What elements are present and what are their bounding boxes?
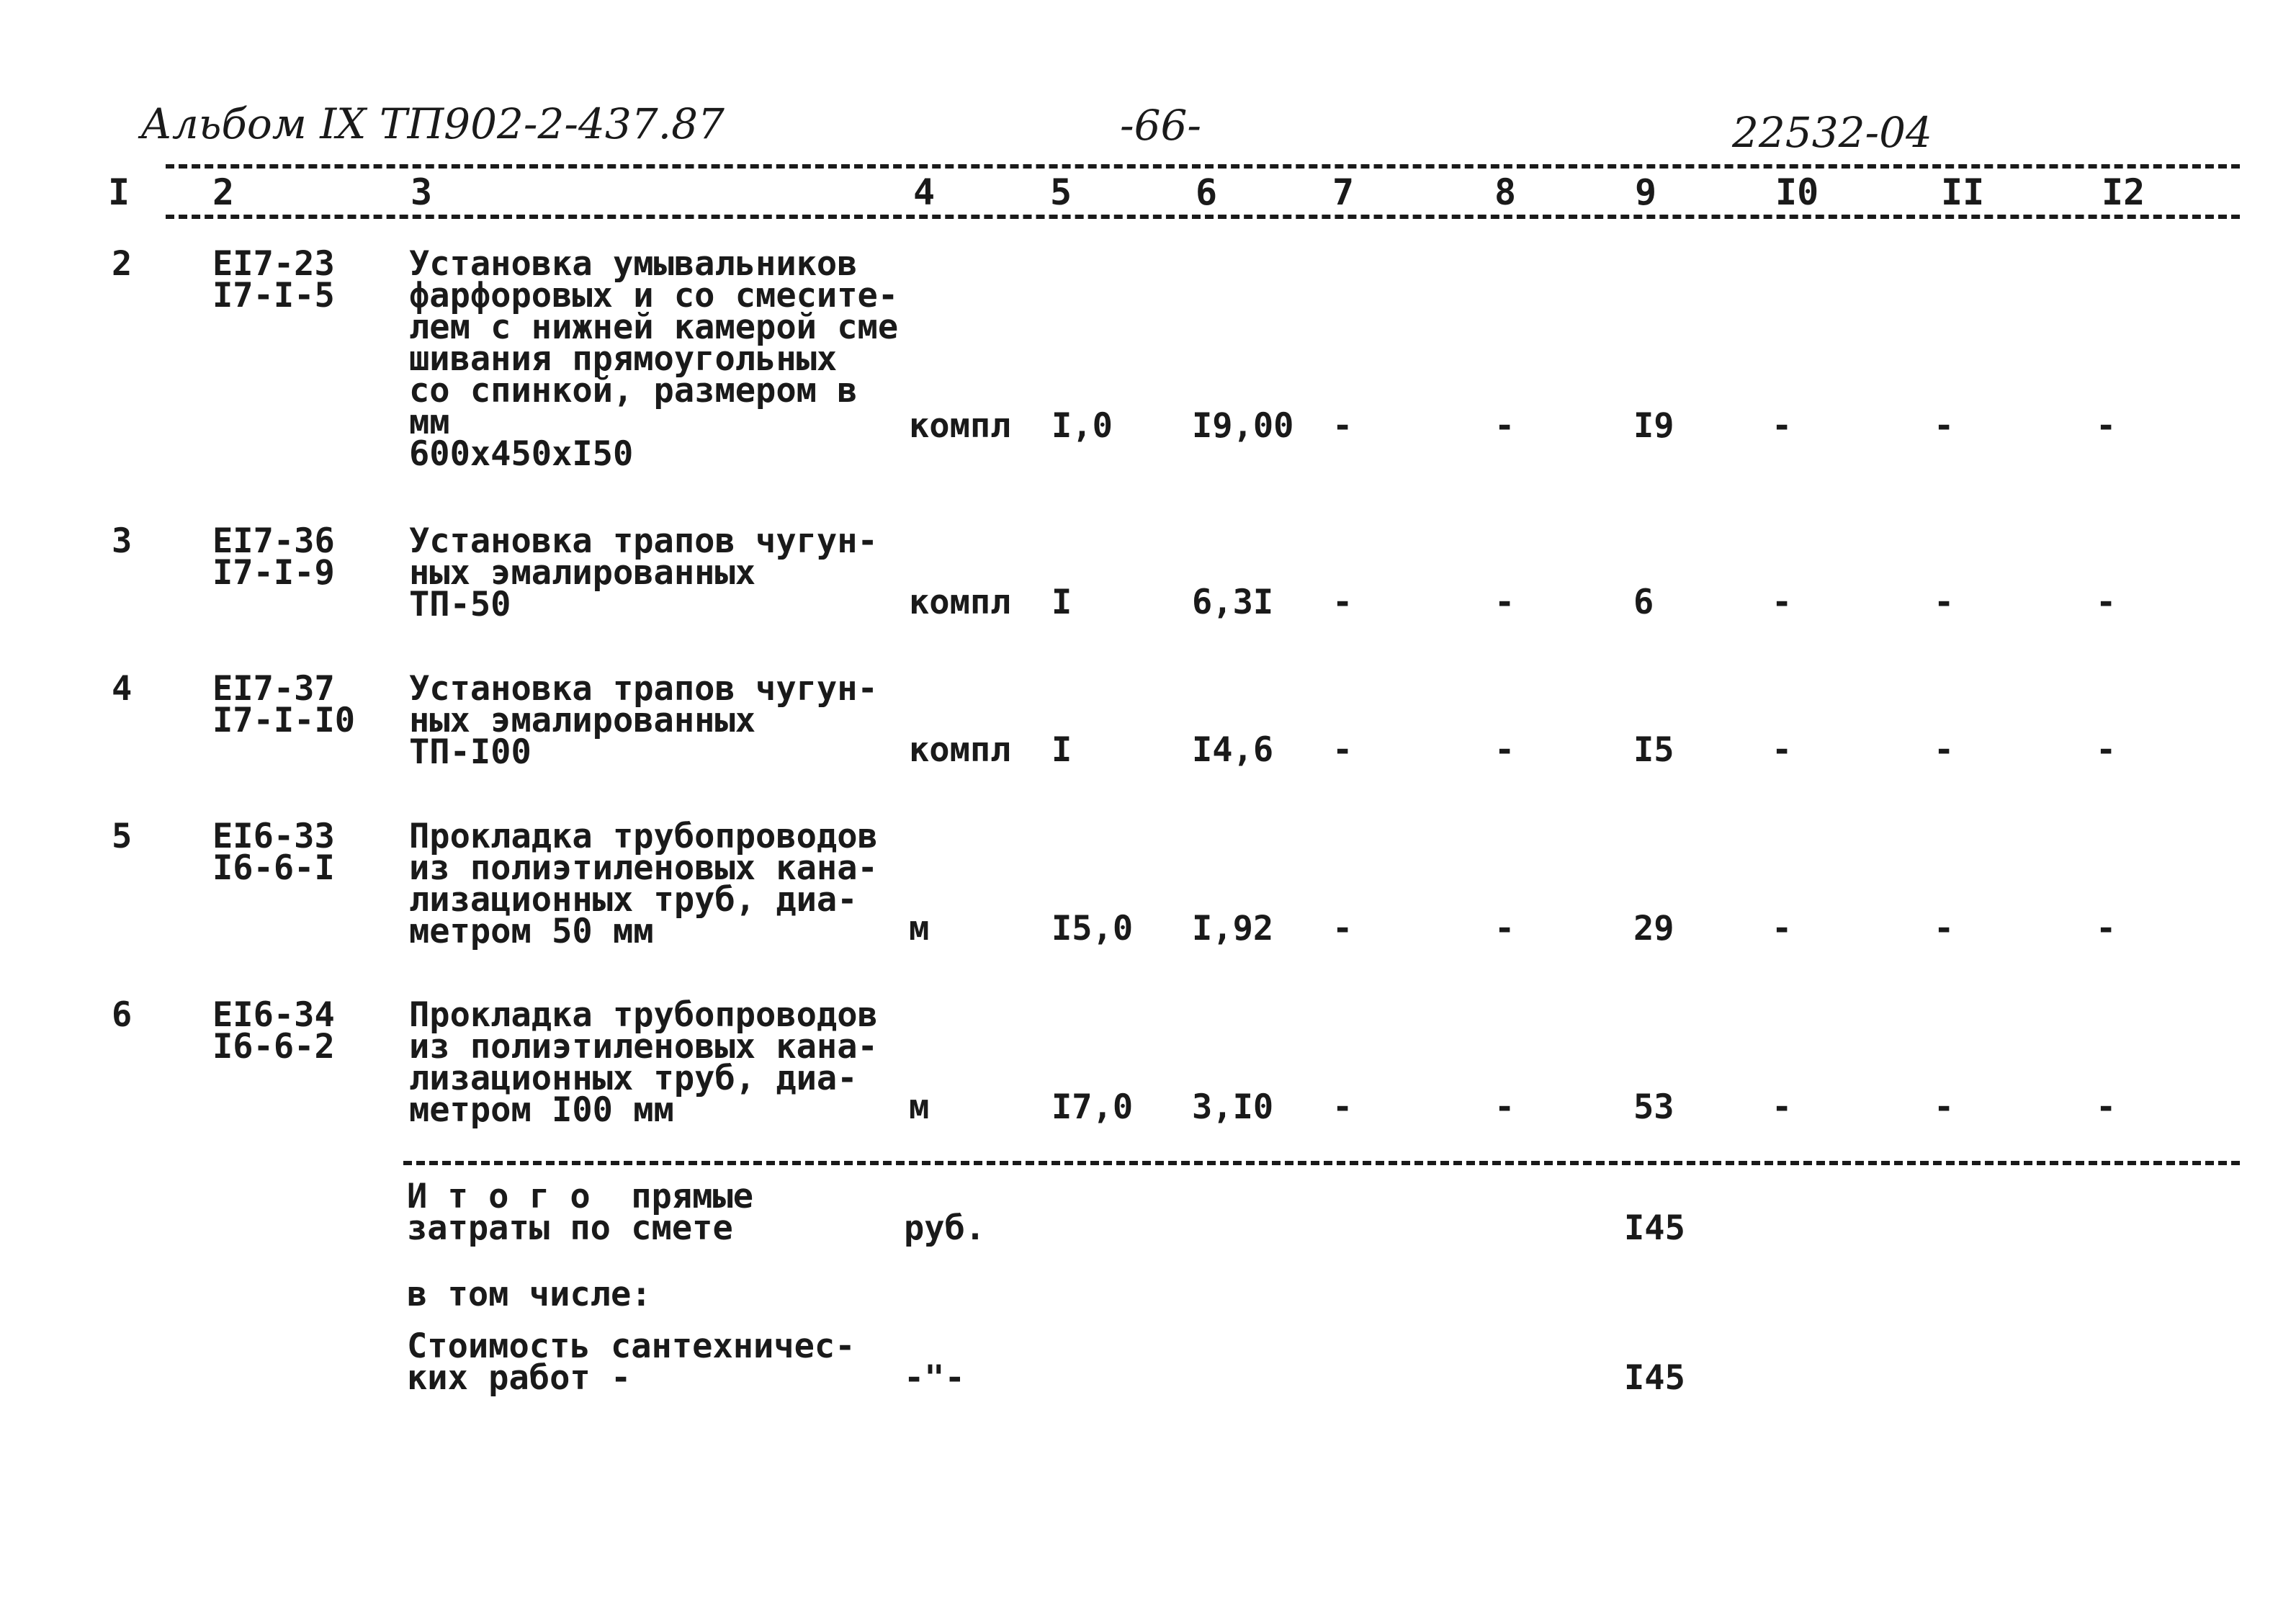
row-unit: м (909, 1087, 930, 1127)
col-number-12: I2 (2102, 171, 2145, 213)
row-description: Установка умывальников фарфоровых и со смесите- лем с нижней камерой сме шивания прямоугольных со спинкой, размером в мм 600x450xI50 (409, 244, 899, 474)
row-col-11: - (1934, 909, 1955, 948)
row-total: 53 (1633, 1087, 1674, 1127)
col-number-7: 7 (1332, 171, 1355, 213)
row-code-main: EI6-33 (212, 817, 335, 856)
row-col-10: - (1772, 730, 1793, 770)
row-number: 3 (112, 521, 133, 561)
col-number-4: 4 (913, 171, 936, 213)
row-col-7: - (1332, 730, 1353, 770)
row-col-10: - (1772, 909, 1793, 948)
col-number-5: 5 (1050, 171, 1072, 213)
col-number-10: I0 (1775, 171, 1819, 213)
subtotal-label-line1: Стоимость сантехничес- (407, 1327, 856, 1366)
subtotal-value: I45 (1624, 1358, 1685, 1398)
total-value: I45 (1624, 1208, 1685, 1248)
row-col-12: - (2096, 730, 2117, 770)
col-number-9: 9 (1635, 171, 1657, 213)
row-code-main: EI7-23 (212, 244, 335, 284)
including-label: в том числе: (407, 1275, 652, 1314)
row-unit: компл (909, 583, 1011, 622)
row-quantity: I7,0 (1051, 1087, 1134, 1127)
row-col-7: - (1332, 1087, 1353, 1127)
col-number-8: 8 (1494, 171, 1517, 213)
row-code-main: EI7-37 (212, 669, 335, 709)
row-description: Установка трапов чугун- ных эмалированных ТП-50 (409, 521, 878, 624)
row-total: 6 (1633, 583, 1654, 622)
row-total: I5 (1633, 730, 1674, 770)
row-quantity: I (1051, 730, 1072, 770)
row-unit-price: 3,I0 (1192, 1087, 1274, 1127)
row-unit: м (909, 909, 930, 948)
row-unit: компл (909, 730, 1011, 770)
total-unit: руб. (904, 1208, 986, 1248)
row-description: Прокладка трубопроводов из полиэтиленовых кана- лизационных труб, диа- метром 50 мм (409, 817, 878, 951)
document-number: 22532-04 (1732, 108, 1932, 157)
col-number-6: 6 (1196, 171, 1218, 213)
album-header: Альбом IX ТП902-2-437.87 (140, 99, 725, 148)
row-col-8: - (1494, 406, 1515, 446)
row-description: Прокладка трубопроводов из полиэтиленовых кана- лизационных труб, диа- метром I00 мм (409, 995, 878, 1130)
row-col-8: - (1494, 730, 1515, 770)
row-col-11: - (1934, 583, 1955, 622)
row-col-7: - (1332, 583, 1353, 622)
row-unit-price: I,92 (1192, 909, 1274, 948)
row-col-8: - (1494, 1087, 1515, 1127)
row-code-main: EI7-36 (212, 521, 335, 561)
row-number: 6 (112, 995, 133, 1035)
total-label-line1: И т о г о прямые (407, 1177, 754, 1216)
row-total: 29 (1633, 909, 1674, 948)
row-unit-price: I9,00 (1192, 406, 1294, 446)
row-col-10: - (1772, 406, 1793, 446)
row-col-12: - (2096, 909, 2117, 948)
row-unit-price: 6,3I (1192, 583, 1274, 622)
row-code-sub: I6-6-I (212, 848, 335, 888)
row-code-sub: I6-6-2 (212, 1027, 335, 1067)
row-col-7: - (1332, 406, 1353, 446)
row-unit: компл (909, 406, 1011, 446)
row-number: 4 (112, 669, 133, 709)
col-number-1: I (108, 171, 130, 213)
col-number-3: 3 (411, 171, 433, 213)
totals-rule (403, 1161, 2240, 1165)
row-col-8: - (1494, 909, 1515, 948)
row-col-12: - (2096, 583, 2117, 622)
row-quantity: I,0 (1051, 406, 1113, 446)
row-col-10: - (1772, 583, 1793, 622)
row-quantity: I (1051, 583, 1072, 622)
row-code-sub: I7-I-5 (212, 276, 335, 315)
row-col-12: - (2096, 406, 2117, 446)
subtotal-unit: -"- (904, 1358, 965, 1398)
row-col-11: - (1934, 730, 1955, 770)
row-unit-price: I4,6 (1192, 730, 1274, 770)
col-number-2: 2 (212, 171, 235, 213)
subtotal-label-line2: ких работ - (407, 1358, 632, 1398)
header-top-rule (166, 164, 2240, 169)
row-code-sub: I7-I-I0 (212, 701, 356, 740)
row-number: 5 (112, 817, 133, 856)
row-number: 2 (112, 244, 133, 284)
page-number: -66- (1120, 101, 1201, 150)
row-code-main: EI6-34 (212, 995, 335, 1035)
row-description: Установка трапов чугун- ных эмалированных ТП-I00 (409, 669, 878, 772)
row-col-7: - (1332, 909, 1353, 948)
row-col-8: - (1494, 583, 1515, 622)
row-col-11: - (1934, 406, 1955, 446)
row-code-sub: I7-I-9 (212, 553, 335, 593)
total-label-line2: затраты по смете (407, 1208, 733, 1248)
row-quantity: I5,0 (1051, 909, 1134, 948)
row-col-12: - (2096, 1087, 2117, 1127)
row-col-11: - (1934, 1087, 1955, 1127)
col-number-11: II (1941, 171, 1985, 213)
row-col-10: - (1772, 1087, 1793, 1127)
row-total: I9 (1633, 406, 1674, 446)
header-bottom-rule (166, 215, 2240, 219)
